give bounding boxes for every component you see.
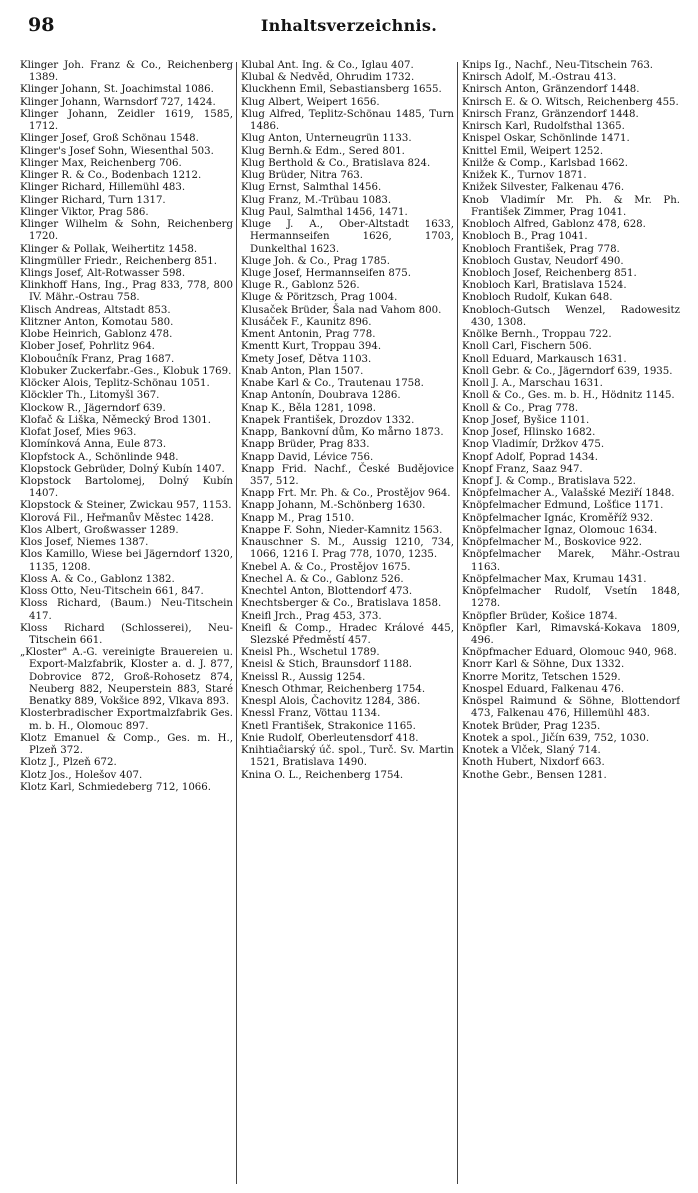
- index-entry: Kluge Joh. & Co., Prag 1785.: [241, 255, 390, 267]
- index-entry: Klinger Johann, Zeidler 1619, 1585, 1712.: [20, 108, 233, 133]
- index-entry: Knöpfelmacher Ignaz, Olomouc 1634.: [462, 524, 658, 536]
- index-entry: Klopstock Gebrüder, Dolný Kubín 1407.: [20, 463, 225, 475]
- index-entry: Klorová Fil., Heřmanův Městec 1428.: [20, 512, 214, 524]
- index-entry: Knobloch Josef, Reichenberg 851.: [462, 267, 637, 279]
- index-entry: Knechtel Anton, Blottendorf 473.: [241, 586, 413, 598]
- index-entry: Klinger Richard, Hillemühl 483.: [20, 182, 186, 194]
- index-entry: Knoll Eduard, Markausch 1631.: [462, 353, 627, 365]
- index-entry: Knöpfelmacher A., Valašské Meziří 1848.: [462, 488, 675, 500]
- index-entry: Klos Josef, Niemes 1387.: [20, 537, 149, 549]
- index-entry: Klusáček F., Kaunitz 896.: [241, 316, 372, 328]
- index-entry: Knoll Carl, Fischern 506.: [462, 341, 592, 353]
- index-entry: Klinger & Pollak, Weihertitz 1458.: [20, 243, 198, 255]
- index-entry: Kmety Josef, Dětva 1103.: [241, 353, 372, 365]
- index-entry: Klubal Ant. Ing. & Co., Iglau 407.: [241, 60, 414, 71]
- index-entry: Knessl Franz, Vöttau 1134.: [241, 708, 381, 720]
- index-entry: Klopfstock A., Schönlinde 948.: [20, 451, 179, 463]
- index-entry: Knopf Adolf, Poprad 1434.: [462, 451, 598, 463]
- index-entry: Klinger Joh. Franz & Co., Reichenberg 1389.: [20, 60, 233, 84]
- index-entry: Knobloch František, Prag 778.: [462, 243, 620, 255]
- index-entry: Klings Josef, Alt-Rotwasser 598.: [20, 267, 186, 279]
- index-entry: Knobloch Alfred, Gablonz 478, 628.: [462, 219, 646, 231]
- index-entry: Knilže & Comp., Karlsbad 1662.: [462, 157, 629, 169]
- index-entry: Klotz Jos., Holešov 407.: [20, 769, 143, 781]
- index-entry: Klosterbradischer Exportmalzfabrik Ges. m. b. H., Olomouc 897.: [20, 708, 233, 732]
- index-entry: Klinger Wilhelm & Sohn, Reichenberg 1720.: [20, 219, 233, 243]
- index-entry: Knebel A. & Co., Prostějov 1675.: [241, 561, 411, 573]
- index-entry: Knop Vladimír, Držkov 475.: [462, 439, 605, 451]
- index-entry: Knina O. L., Reichenberg 1754.: [241, 769, 404, 781]
- index-entry: Knölke Bernh., Troppau 722.: [462, 329, 612, 341]
- index-entry: Klober Josef, Pohrlitz 964.: [20, 341, 155, 353]
- index-entry: Knöpfelmacher M., Boskovice 922.: [462, 537, 642, 549]
- index-entry: Klöckler Th., Litomyšl 367.: [20, 390, 160, 402]
- index-entry: Knauschner S. M., Aussig 1210, 734, 1066, 1216 I. Prag 778, 1070, 1235.: [241, 537, 454, 561]
- index-entry: Knittel Emil, Weipert 1252.: [462, 145, 604, 157]
- index-entry: Knižek Silvester, Falkenau 476.: [462, 182, 625, 194]
- index-entry: Klöcker Alois, Teplitz-Schönau 1051.: [20, 378, 210, 390]
- index-entry: Knap K., Běla 1281, 1098.: [241, 402, 376, 414]
- index-entry: Klinger Max, Reichenberg 706.: [20, 157, 182, 169]
- index-entry: Knop Josef, Byšice 1101.: [462, 414, 590, 426]
- index-entry: Knapp David, Lévice 756.: [241, 451, 374, 463]
- index-entry: Kment Antonin, Prag 778.: [241, 329, 376, 341]
- index-entry: Knothe Gebr., Bensen 1281.: [462, 769, 607, 781]
- index-entry: Klingmüller Friedr., Reichenberg 851.: [20, 255, 217, 267]
- index-entry: Kluge Josef, Hermannseifen 875.: [241, 267, 412, 279]
- index-entry: Knoll Gebr. & Co., Jägerndorf 639, 1935.: [462, 365, 673, 377]
- index-entry: Knöpfler Karl, Rimavská-Kokava 1809, 496.: [462, 622, 680, 647]
- index-entry: Knechtsberger & Co., Bratislava 1858.: [241, 598, 442, 610]
- index-entry: Knorre Moritz, Tetschen 1529.: [462, 671, 621, 683]
- index-entry: Kneifl & Comp., Hradec Králové 445, Slezské Předměstí 457.: [241, 622, 454, 647]
- index-entry: Kloss Otto, Neu-Titschein 661, 847.: [20, 586, 204, 598]
- index-entry: Kneissl R., Aussig 1254.: [241, 671, 366, 683]
- index-entry: Klug Paul, Salmthal 1456, 1471.: [241, 206, 408, 218]
- index-entry: Klug Ernst, Salmthal 1456.: [241, 182, 382, 194]
- index-entry: Kneisl & Stich, Braunsdorf 1188.: [241, 659, 413, 671]
- index-entry: Knips Ig., Nachf., Neu-Titschein 763.: [462, 60, 654, 71]
- index-entry: Knabe Karl & Co., Trautenau 1758.: [241, 378, 424, 390]
- index-entry: Kmentt Kurt, Troppau 394.: [241, 341, 382, 353]
- index-entry: Knotek Brüder, Prag 1235.: [462, 720, 601, 732]
- index-column-1: [20, 60, 233, 1188]
- index-entry: Kloss Richard, (Baum.) Neu-Titschein 417.: [20, 598, 233, 622]
- index-entry: Knopf J. & Comp., Bratislava 522.: [462, 475, 636, 487]
- index-entry: Knöpfler Brüder, Košice 1874.: [462, 610, 618, 622]
- index-entry: Klinger Viktor, Prag 586.: [20, 206, 149, 218]
- index-columns: [20, 60, 680, 1188]
- index-entry: Knob Vladimír Mr. Ph. & Mr. Ph. František Zimmer, Prag 1041.: [462, 194, 680, 218]
- page-header: [22, 6, 676, 46]
- index-entry: Knöpfelmacher Ignác, Kroměříž 932.: [462, 512, 654, 524]
- index-entry: Knesch Othmar, Reichenberg 1754.: [241, 683, 426, 695]
- index-entry: Knapp Brüder, Prag 833.: [241, 439, 370, 451]
- index-entry: Knirsch Adolf, M.-Ostrau 413.: [462, 72, 617, 84]
- index-entry: Klusaček Brüder, Šala nad Vahom 800.: [241, 304, 442, 316]
- index-entry: Klinger Johann, Warnsdorf 727, 1424.: [20, 96, 216, 108]
- index-entry: Knapp, Bankovní dům, Ko mårno 1873.: [241, 427, 444, 439]
- index-entry: Knirsch Anton, Gränzendorf 1448.: [462, 84, 640, 96]
- index-entry: Klubal & Nedvěd, Ohrudim 1732.: [241, 72, 415, 84]
- index-entry: Kluge & Pöritzsch, Prag 1004.: [241, 292, 398, 304]
- index-entry: Knop Josef, Hlinsko 1682.: [462, 427, 596, 439]
- index-entry: Knap Antonín, Doubrava 1286.: [241, 390, 401, 402]
- index-entry: Knobloch B., Prag 1041.: [462, 231, 588, 243]
- index-entry: Knapp Johann, M.-Schönberg 1630.: [241, 500, 426, 512]
- index-entry: Klobuker Zuckerfabr.-Ges., Klobuk 1769.: [20, 365, 232, 377]
- index-entry: Knispel Oskar, Schönlinde 1471.: [462, 133, 630, 145]
- index-entry: Knobloch-Gutsch Wenzel, Radowesitz 430, 1308.: [462, 304, 680, 328]
- index-entry: Knöspel Raimund & Söhne, Blottendorf 473, Falkenau 476, Hillemühl 483.: [462, 696, 680, 720]
- index-entry: Kluge J. A., Ober-Altstadt 1633, Hermannseifen 1626, 1703, Dunkelthal 1623.: [241, 219, 454, 255]
- index-entry: Kluge R., Gablonz 526.: [241, 280, 360, 292]
- index-entry: Klug Anton, Unterneugrün 1133.: [241, 133, 412, 145]
- index-entry: Knöpfmacher Eduard, Olomouc 940, 968.: [462, 647, 677, 659]
- column-divider: [236, 62, 237, 1184]
- index-entry: Knapek František, Drozdov 1332.: [241, 414, 415, 426]
- index-entry: Knoll & Co., Prag 778.: [462, 402, 579, 414]
- index-entry: Klisch Andreas, Altstadt 853.: [20, 304, 171, 316]
- index-entry: Knöpfelmacher Max, Krumau 1431.: [462, 573, 647, 585]
- index-entry: Knapp Frt. Mr. Ph. & Co., Prostějov 964.: [241, 488, 451, 500]
- index-entry: Knoth Hubert, Nixdorf 663.: [462, 757, 605, 769]
- index-entry: Knechel A. & Co., Gablonz 526.: [241, 573, 404, 585]
- running-title: Inhaltsverzeichnis.: [260, 16, 438, 35]
- index-entry: Knapp Frid. Nachf., České Budějovice 357, 512.: [241, 463, 454, 487]
- index-entry: Knöpfelmacher Rudolf, Vsetín 1848, 1278.: [462, 586, 680, 610]
- index-entry: Klopstock & Steiner, Zwickau 957, 1153.: [20, 500, 232, 512]
- index-entry: Klofat Josef, Mies 963.: [20, 427, 137, 439]
- index-entry: Knappe F. Sohn, Nieder-Kamnitz 1563.: [241, 524, 443, 536]
- index-entry: Kneisl Ph., Wschetul 1789.: [241, 647, 380, 659]
- index-entry: Knirsch Karl, Rudolfsthal 1365.: [462, 121, 625, 133]
- index-entry: Klos Kamillo, Wiese bei Jägerndorf 1320, 1135, 1208.: [20, 549, 233, 573]
- index-entry: Knotek a spol., Jičín 639, 752, 1030.: [462, 732, 650, 744]
- index-entry: Knöpfelmacher Marek, Mähr.-Ostrau 1163.: [462, 549, 680, 573]
- index-entry: Knöpfelmacher Edmund, Lošťice 1171.: [462, 500, 664, 512]
- index-entry: Klopstock Bartolomej, Dolný Kubín 1407.: [20, 475, 233, 500]
- index-entry: Knie Rudolf, Oberleutensdorf 418.: [241, 732, 419, 744]
- index-entry: Knab Anton, Plan 1507.: [241, 365, 364, 377]
- index-entry: Knopf Franz, Saaz 947.: [462, 463, 583, 475]
- index-entry: Knirsch E. & O. Witsch, Reichenberg 455.: [462, 96, 679, 108]
- index-entry: Kloss Richard (Schlosserei), Neu-Titschein 661.: [20, 622, 233, 647]
- index-entry: Knobloch Gustav, Neudorf 490.: [462, 255, 624, 267]
- column-divider: [457, 62, 458, 1184]
- index-entry: „Kloster" A.-G. vereinigte Brauereien u. Export-Malzfabrik, Kloster a. d. J. 877, Dobrovice 872, Groß-Rohosetz 874, Neuberg 882, Neuperstein 883, Staré Benatky 889, Vokšice 892, Vlkava 893.: [20, 647, 233, 708]
- index-entry: Klug Bernh.& Edm., Sered 801.: [241, 145, 405, 157]
- index-entry: Knetl František, Strakonice 1165.: [241, 720, 416, 732]
- index-entry: Knihtiaĉiarský úč. spol., Turč. Sv. Martin 1521, Bratislava 1490.: [241, 745, 454, 769]
- index-column-3: [462, 60, 680, 1188]
- index-entry: Knižek K., Turnov 1871.: [462, 170, 587, 182]
- index-entry: Knoll J. A., Marschau 1631.: [462, 378, 603, 390]
- index-entry: Knapp M., Prag 1510.: [241, 512, 355, 524]
- index-entry: Knobloch Rudolf, Kukan 648.: [462, 292, 613, 304]
- index-entry: Knespl Alois, Čachovitz 1284, 386.: [241, 696, 421, 708]
- index-entry: Klockow R., Jägerndorf 639.: [20, 402, 166, 414]
- index-entry: Klug Alfred, Teplitz-Schönau 1485, Turn 1486.: [241, 108, 454, 133]
- index-entry: Klinger Josef, Groß Schönau 1548.: [20, 133, 199, 145]
- index-entry: Klotz Emanuel & Comp., Ges. m. H., Plzeň 372.: [20, 732, 233, 757]
- index-entry: Klinger's Josef Sohn, Wiesenthal 503.: [20, 145, 214, 157]
- index-entry: Klinger R. & Co., Bodenbach 1212.: [20, 170, 202, 182]
- index-entry: Klotz Karl, Schmiedeberg 712, 1066.: [20, 781, 212, 793]
- index-entry: Kluckhenn Emil, Sebastiansberg 1655.: [241, 84, 442, 96]
- index-entry: Klug Albert, Weipert 1656.: [241, 96, 380, 108]
- index-entry: Klinger Johann, St. Joachimstal 1086.: [20, 84, 214, 96]
- index-entry: Klug Brüder, Nitra 763.: [241, 170, 364, 182]
- index-entry: Klug Berthold & Co., Bratislava 824.: [241, 157, 431, 169]
- index-entry: Knotek a Vlček, Slaný 714.: [462, 745, 601, 757]
- index-entry: Klos Albert, Großwasser 1289.: [20, 524, 179, 536]
- index-entry: Klotz J., Plzeň 672.: [20, 757, 117, 769]
- index-entry: Knospel Eduard, Falkenau 476.: [462, 683, 625, 695]
- index-entry: Klinkhoff Hans, Ing., Prag 833, 778, 800 IV. Mähr.-Ostrau 758.: [20, 280, 233, 304]
- index-entry: Klinger Richard, Turn 1317.: [20, 194, 166, 206]
- index-entry: Klug Franz, M.-Trübau 1083.: [241, 194, 392, 206]
- index-entry: Knobloch Karl, Bratislava 1524.: [462, 280, 627, 292]
- page-number: 98: [28, 14, 55, 36]
- index-entry: Knoll & Co., Ges. m. b. H., Hödnitz 1145.: [462, 390, 675, 402]
- index-entry: Kneifl Jrch., Prag 453, 373.: [241, 610, 382, 622]
- index-entry: Knorr Karl & Söhne, Dux 1332.: [462, 659, 625, 671]
- index-entry: Klofač & Liška, Německý Brod 1301.: [20, 414, 211, 426]
- index-column-2: [241, 60, 454, 1188]
- index-entry: Klobe Heinrich, Gablonz 478.: [20, 329, 173, 341]
- index-entry: Klobouĉník Franz, Prag 1687.: [20, 353, 175, 365]
- index-entry: Knirsch Franz, Gränzendorf 1448.: [462, 108, 639, 120]
- index-entry: Klitzner Anton, Komotau 580.: [20, 316, 174, 328]
- index-entry: Klomínková Anna, Eule 873.: [20, 439, 167, 451]
- index-entry: Kloss A. & Co., Gablonz 1382.: [20, 573, 175, 585]
